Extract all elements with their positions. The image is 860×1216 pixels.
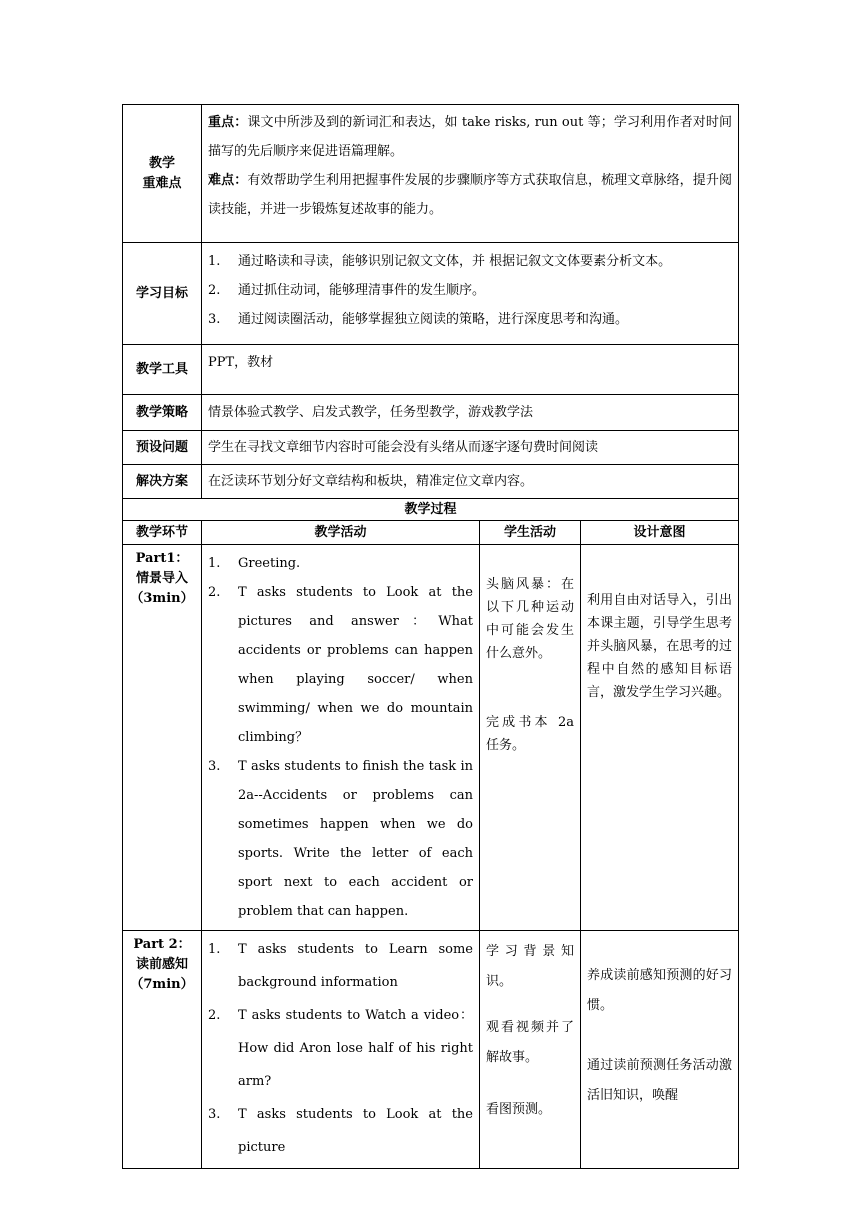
list-number: 1.	[208, 942, 221, 957]
row-part-1	[123, 545, 739, 931]
part-1-student-activity	[480, 545, 581, 931]
objectives-list	[208, 247, 732, 334]
list-item	[208, 549, 473, 578]
row-process-headers	[123, 521, 739, 545]
part-1-activity-list	[208, 549, 473, 926]
list-item	[208, 1098, 473, 1164]
list-text: 通过略读和寻读，能够识别记叙文文体，并 根据记叙文文体要素分析文本。	[238, 254, 672, 269]
label-strategy: 教学策略	[123, 395, 202, 431]
list-item	[208, 247, 732, 276]
problem-text: 学生在寻找文章细节内容时可能会没有头绪从而逐字逐句费时间阅读	[202, 431, 739, 465]
row-problem	[123, 431, 739, 465]
part-2-activity-list	[208, 933, 473, 1164]
row-key-points	[123, 105, 739, 243]
list-number: 1.	[208, 556, 221, 571]
header-student-activity: 学生活动	[480, 521, 581, 545]
key-points-content	[202, 105, 739, 243]
phase-part-1	[123, 545, 202, 931]
list-text: T asks students to Look at the picture	[238, 1107, 473, 1155]
spacer	[587, 1021, 732, 1051]
part-1-design-intent: 利用自由对话导入，引出本课主题，引导学生思考并头脑风暴，在思考的过程中自然的感知目标语言，激发学生学习兴趣。	[581, 545, 739, 931]
list-item	[208, 578, 473, 752]
header-design-intent: 设计意图	[581, 521, 739, 545]
label-line: 教学	[148, 155, 175, 171]
list-text: 通过抓住动词，能够理清事件的发生顺序。	[238, 283, 486, 298]
spacer	[486, 665, 574, 711]
label-objectives: 学习目标	[123, 243, 202, 345]
list-item	[208, 933, 473, 999]
list-text: Greeting.	[238, 556, 301, 571]
list-text: T asks students to Look at the pictures and answer：What accidents or problems can happen when playing soccer/ when swimming/ when we do mountain climbing？	[238, 585, 473, 745]
list-text: T asks students to finish the task in 2a--Accidents or problems can sometimes happen when we do sports. Write the letter of each sport next to each accident or problem that can happen.	[238, 759, 473, 919]
list-number: 2.	[208, 585, 221, 600]
part-2-activities	[202, 931, 480, 1169]
design-intent-text: 养成读前感知预测的好习惯。	[587, 968, 733, 1013]
phase-line: （7min）	[130, 977, 194, 992]
label-key-points	[123, 105, 202, 243]
list-item	[208, 276, 732, 305]
label-line: 重难点	[142, 175, 182, 191]
spacer	[486, 1073, 574, 1095]
part-2-design-intent	[581, 931, 739, 1169]
row-part-2	[123, 931, 739, 1169]
list-text: 通过阅读圈活动，能够掌握独立阅读的策略，进行深度思考和沟通。	[238, 312, 629, 327]
list-number: 3.	[208, 759, 221, 774]
lesson-plan-page	[122, 104, 738, 1169]
focus-paragraph	[208, 108, 732, 166]
tools-text: PPT，教材	[202, 345, 739, 395]
student-activity-text: 头脑风暴：在以下几种运动中可能会发生什么意外。	[486, 577, 574, 661]
row-objectives	[123, 243, 739, 345]
strategy-text: 情景体验式教学、启发式教学，任务型教学，游戏教学法	[202, 395, 739, 431]
focus-label: 重点：	[208, 115, 248, 130]
list-text: T asks students to Watch a video：How did Aron lose half of his right arm?	[238, 1008, 473, 1089]
label-tools: 教学工具	[123, 345, 202, 395]
list-number: 3.	[208, 312, 221, 327]
phase-line: 读前感知	[135, 957, 188, 972]
student-activity-text: 完成书本 2a 任务。	[486, 715, 574, 753]
design-intent-text: 通过读前预测任务活动激活旧知识，唤醒	[587, 1058, 733, 1103]
phase-line: Part 2：	[133, 937, 191, 952]
difficulty-label: 难点：	[208, 173, 248, 188]
student-activity-text: 看图预测。	[486, 1102, 552, 1117]
header-phase: 教学环节	[123, 521, 202, 545]
part-2-student-activity	[480, 931, 581, 1169]
list-number: 2.	[208, 1008, 221, 1023]
row-process-title	[123, 499, 739, 521]
list-number: 3.	[208, 1107, 221, 1122]
list-text: T asks students to Learn some background information	[238, 942, 473, 990]
student-activity-text: 学习背景知识。	[486, 944, 574, 989]
difficulty-paragraph	[208, 166, 732, 224]
list-item	[208, 305, 732, 334]
student-activity-text: 观看视频并了解故事。	[486, 1020, 574, 1065]
row-strategy	[123, 395, 739, 431]
phase-part-2	[123, 931, 202, 1169]
list-number: 2.	[208, 283, 221, 298]
difficulty-text: 有效帮助学生利用把握事件发展的步骤顺序等方式获取信息，梳理文章脉络，提升阅读技能，并进一步锻炼复述故事的能力。	[208, 173, 732, 217]
solution-text: 在泛读环节划分好文章结构和板块，精准定位文章内容。	[202, 465, 739, 499]
spacer	[486, 997, 574, 1013]
focus-text: 课文中所涉及到的新词汇和表达，如 take risks, run out 等；学习利用作者对时间描写的先后顺序来促进语篇理解。	[208, 115, 732, 159]
phase-line: （3min）	[130, 591, 194, 606]
row-solution	[123, 465, 739, 499]
label-problem: 预设问题	[123, 431, 202, 465]
process-title: 教学过程	[123, 499, 739, 521]
label-solution: 解决方案	[123, 465, 202, 499]
list-number: 1.	[208, 254, 221, 269]
phase-line: 情景导入	[135, 571, 188, 586]
phase-line: Part1：	[135, 551, 189, 566]
list-item	[208, 999, 473, 1098]
lesson-plan-table	[122, 104, 739, 1169]
objectives-content	[202, 243, 739, 345]
header-teacher-activity: 教学活动	[202, 521, 480, 545]
part-1-activities	[202, 545, 480, 931]
row-tools	[123, 345, 739, 395]
list-item	[208, 752, 473, 926]
